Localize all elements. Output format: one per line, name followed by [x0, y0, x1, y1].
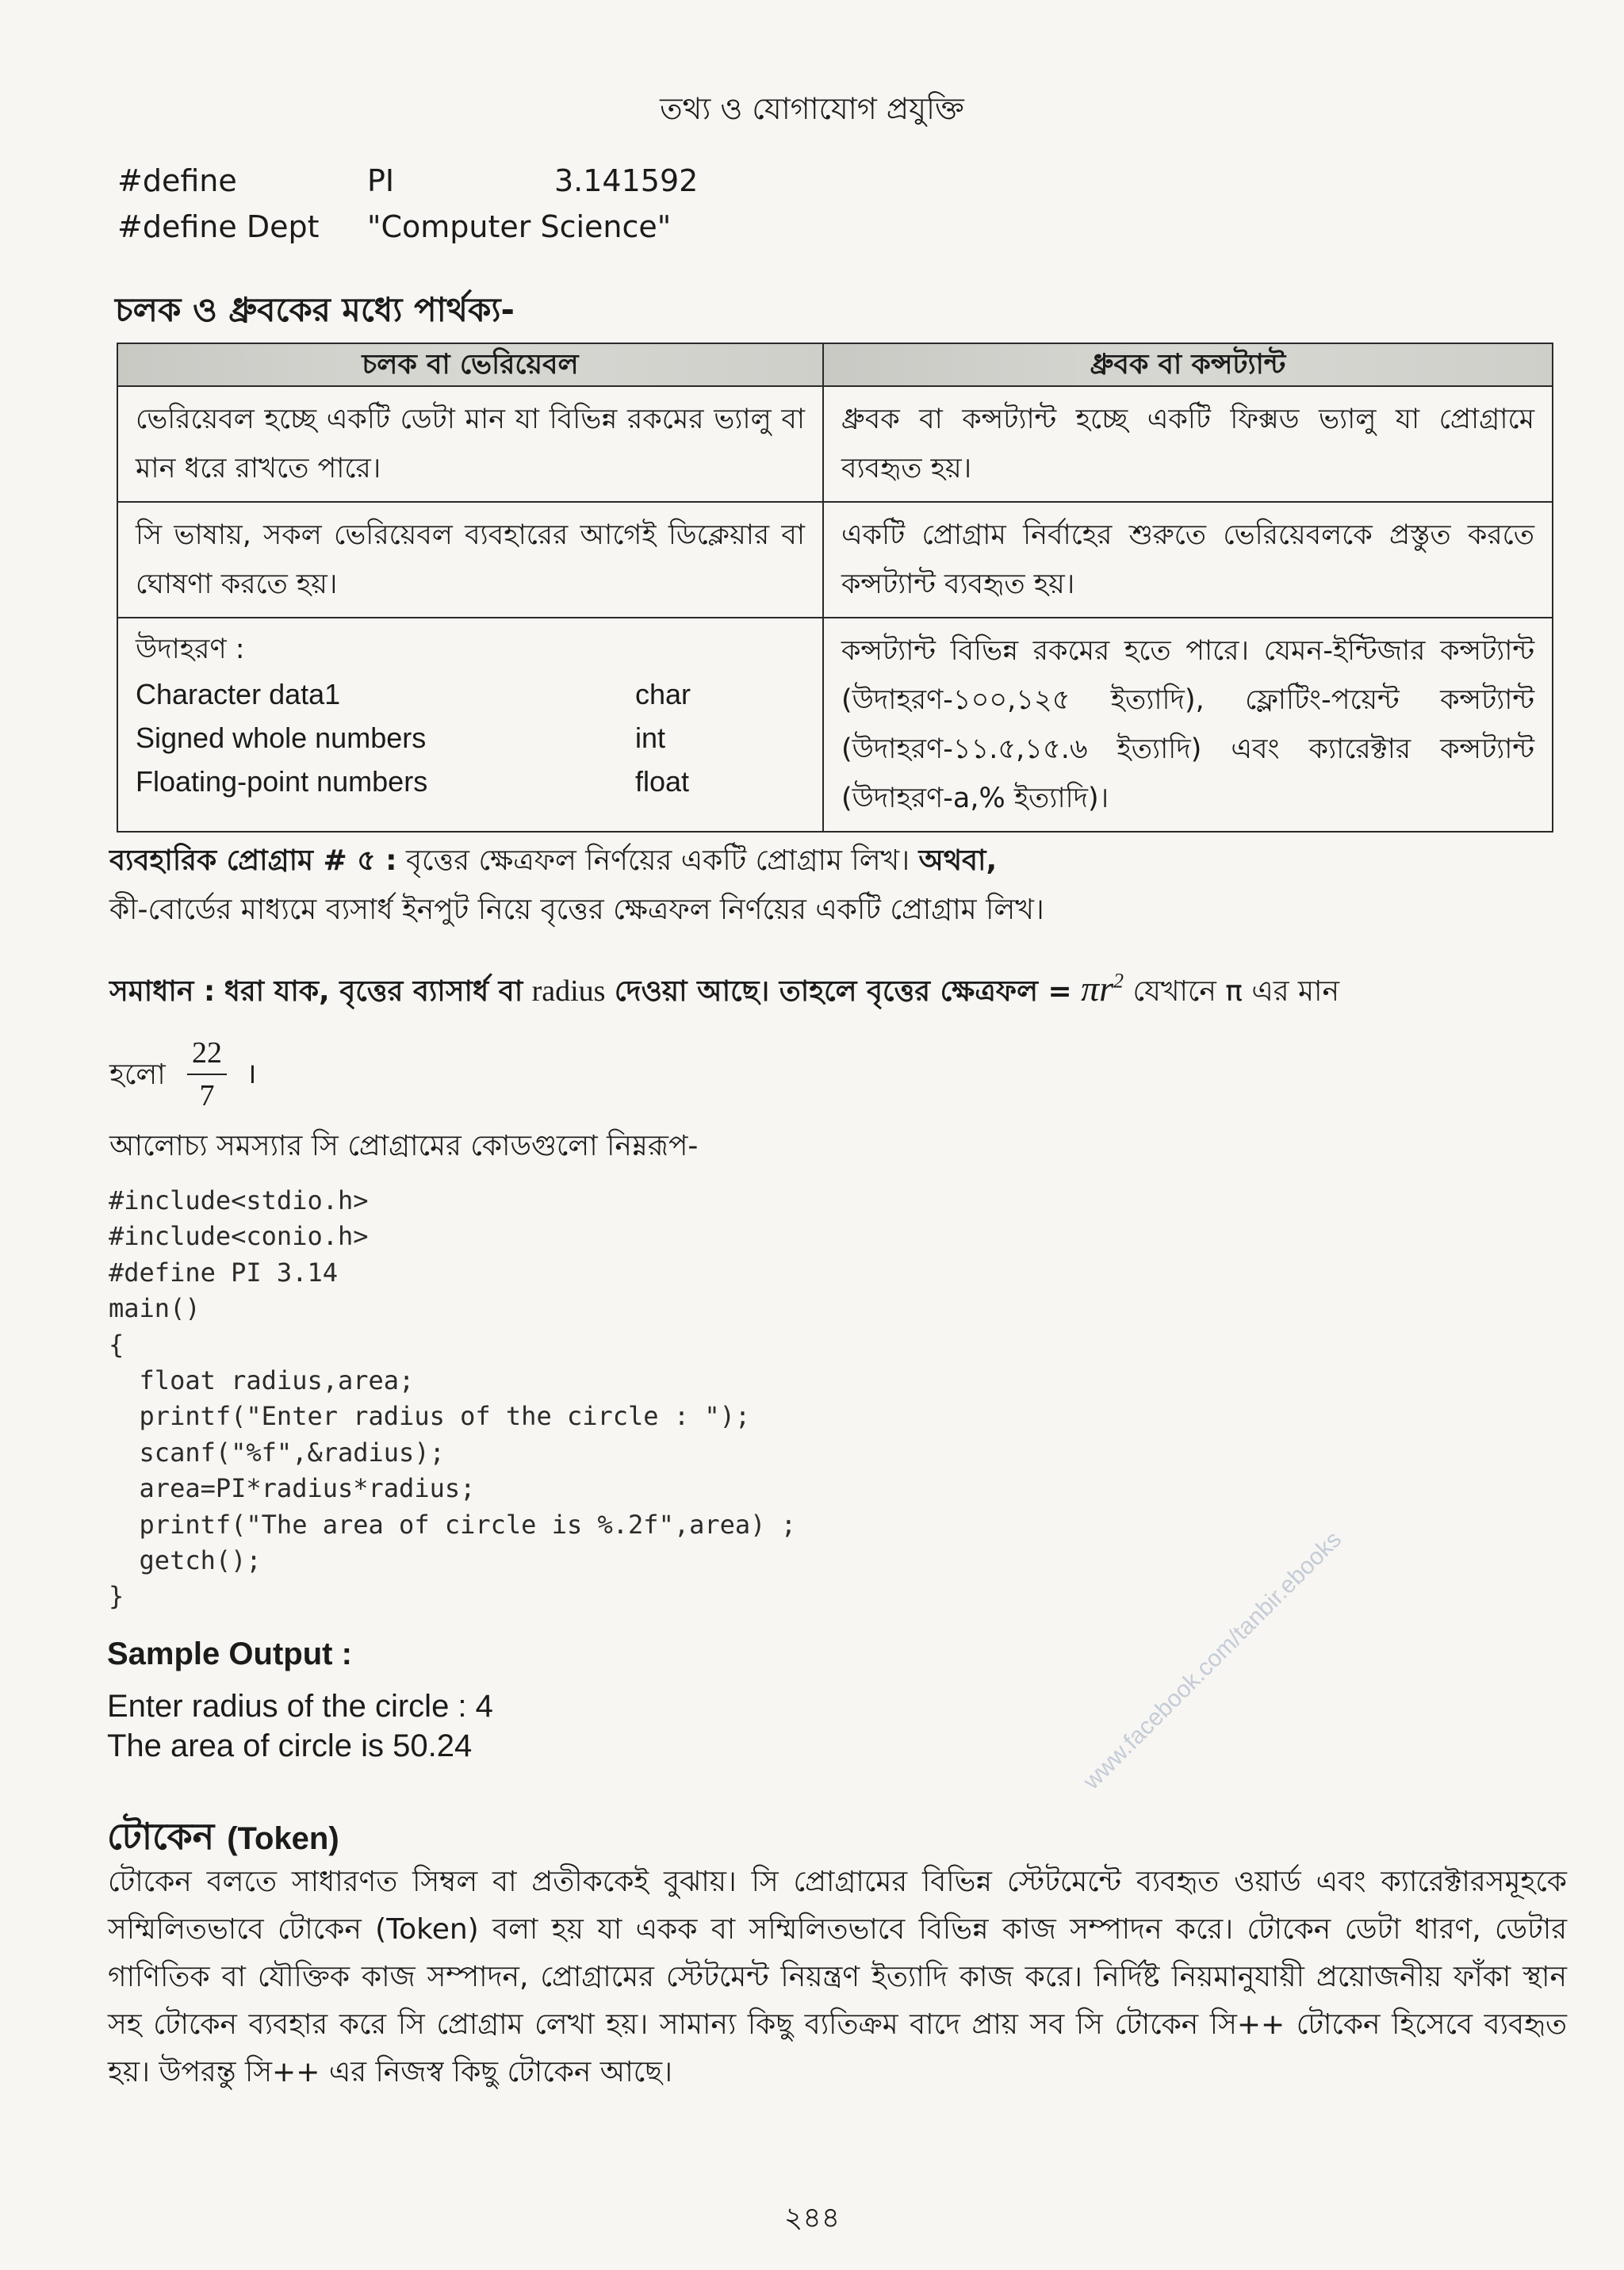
- solution-text: যেখানে π এর মান: [1132, 975, 1339, 1008]
- table-cell: ভেরিয়েবল হচ্ছে একটি ডেটা মান যা বিভিন্ন রকমের ভ্যালু বা মান ধরে রাখতে পারে।: [117, 386, 823, 502]
- table-cell: ধ্রুবক বা কন্সট্যান্ট হচ্ছে একটি ফিক্সড ভ্যালু যা প্রোগ্রামে ব্যবহৃত হয়।: [823, 386, 1553, 502]
- fraction-denominator: 7: [199, 1079, 215, 1112]
- example-desc: Signed whole numbers: [136, 722, 427, 754]
- practical-label: ব্যবহারিক প্রোগ্রাম # ৫ :: [109, 844, 397, 877]
- token-paragraph: টোকেন বলতে সাধারণত সিম্বল বা প্রতীককেই বুঝায়। সি প্রোগ্রামের বিভিন্ন স্টেটমেন্টে ব্যবহৃত ওয়ার্ড এবং ক্যারেক্টারসমূহকে সম্মিলিতভাবে টোকেন (Token) বলা হয় যা একক বা সম্মিলিতভাবে বিভিন্ন কাজ সম্পাদন করে। টোকেন ডেটা ধারণ, ডেটার গাণিতিক বা যৌক্তিক কাজ সম্পাদন, প্রোগ্রামের স্টেটমেন্ট নিয়ন্ত্রণ ইত্যাদি কাজ করে। নির্দিষ্ট নিয়মানুযায়ী প্রয়োজনীয় ফাঁকা স্থান সহ টোকেন ব্যবহার করে সি প্রোগ্রাম লেখা হয়। সামান্য কিছু ব্যতিক্রম বাদে প্রায় সব সি টোকেন সি++ টোকেন হিসেবে ব্যবহৃত হয়। উপরন্তু সি++ এর নিজস্ব কিছু টোকেন আছে।: [108, 1866, 1567, 2088]
- example-desc: Floating-point numbers: [136, 765, 428, 798]
- sample-output-label: Sample Output: [107, 1636, 333, 1671]
- define-keyword: #define: [117, 163, 237, 198]
- token-heading-bn: টোকেন: [107, 1815, 215, 1858]
- define-name: PI: [367, 163, 395, 198]
- running-header: তথ্য ও যোগাযোগ প্রযুক্তি: [660, 91, 964, 126]
- sample-output-line: The area of circle is 50.24: [107, 1728, 473, 1763]
- column-header: চলক বা ভেরিয়েবল: [117, 343, 823, 386]
- solution-hole: হলো: [109, 1058, 166, 1091]
- table-row: [117, 386, 1553, 502]
- practical-line-2: কী-বোর্ডের মাধ্যমে ব্যসার্ধ ইনপুট নিয়ে বৃত্তের ক্ষেত্রফল নির্ণয়ের একটি প্রোগ্রাম লিখ।: [109, 894, 1044, 926]
- example-row: [136, 760, 805, 803]
- sentence-end: ।: [246, 1058, 257, 1090]
- table-row: [117, 502, 1553, 618]
- table-cell: একটি প্রোগ্রাম নির্বাহের শুরুতে ভেরিয়েবলকে প্রস্তুত করতে কন্সট্যান্ট ব্যবহৃত হয়।: [823, 502, 1553, 618]
- area-formula: [1081, 968, 1124, 1009]
- watermark: www.facebook.com/tanbir.ebooks: [1078, 1526, 1347, 1795]
- fraction-numerator: 22: [187, 1032, 227, 1075]
- formula-base: πr: [1081, 968, 1114, 1009]
- solution-text: দেওয়া আছে। তাহলে বৃত্তের ক্ষেত্রফল =: [614, 975, 1072, 1008]
- example-row: [136, 716, 805, 760]
- comparison-table: [117, 343, 1553, 833]
- table-header-row: [117, 343, 1553, 386]
- radius-word: radius: [531, 974, 606, 1008]
- fraction: [187, 1032, 227, 1116]
- practical-line-1: [109, 839, 997, 886]
- sample-output-line: Enter radius of the circle : 4: [107, 1689, 493, 1724]
- section-heading: চলক ও ধ্রুবকের মধ্যে পার্থক্য-: [115, 290, 515, 329]
- example-type: float: [635, 765, 690, 798]
- column-header: ধ্রুবক বা কন্সট্যান্ট: [823, 343, 1553, 386]
- page-number: ২৪৪: [783, 2202, 841, 2234]
- define-value: 3.141592: [554, 163, 699, 198]
- solution-line: [109, 967, 1339, 1017]
- example-label: উদাহরণ :: [136, 634, 245, 665]
- example-desc: Character data1: [136, 678, 341, 710]
- sample-output-colon: :: [341, 1636, 352, 1671]
- formula-exponent: 2: [1113, 969, 1124, 993]
- practical-or: অথবা,: [918, 844, 998, 877]
- solution-text: ধরা যাক, বৃত্তের ব্যাসার্ধ বা: [224, 975, 523, 1008]
- table-cell: সি ভাষায়, সকল ভেরিয়েবল ব্যবহারের আগেই ডিক্লেয়ার বা ঘোষণা করতে হয়।: [117, 502, 823, 618]
- define-keyword: #define Dept: [117, 209, 320, 244]
- example-type: int: [635, 722, 666, 754]
- token-heading-en: (Token): [227, 1821, 339, 1856]
- practical-text: বৃত্তের ক্ষেত্রফল নির্ণয়ের একটি প্রোগ্রাম লিখ।: [405, 844, 910, 877]
- define-value: "Computer Science": [367, 209, 672, 244]
- example-row: [136, 672, 805, 716]
- example-type: char: [635, 678, 691, 710]
- table-cell: কন্সট্যান্ট বিভিন্ন রকমের হতে পারে। যেমন-ইন্টিজার কন্সট্যান্ট (উদাহরণ-১০০,১২৫ ইত্যাদি), ফ্লোটিং-পয়েন্ট কন্সট্যান্ট (উদাহরণ-১১.৫,১৫.৬ ইত্যাদি) এবং ক্যারেক্টার কন্সট্যান্ট (উদাহরণ-a,% ইত্যাদি)।: [823, 618, 1553, 832]
- code-intro: আলোচ্য সমস্যার সি প্রোগ্রামের কোডগুলো নিম্নরূপ-: [109, 1130, 699, 1162]
- code-block: #include<stdio.h> #include<conio.h> #define PI 3.14 main() { float radius,area; printf("Enter radius of the circle : "); scanf("%f",&radius); area=PI*radius*radius; printf("The area of circle is %.2f",area) ; getch(); }: [109, 1185, 796, 1612]
- sample-output-heading: [107, 1636, 352, 1672]
- solution-label: সমাধান :: [109, 975, 216, 1008]
- table-row: [117, 618, 1553, 832]
- table-cell: [117, 618, 823, 832]
